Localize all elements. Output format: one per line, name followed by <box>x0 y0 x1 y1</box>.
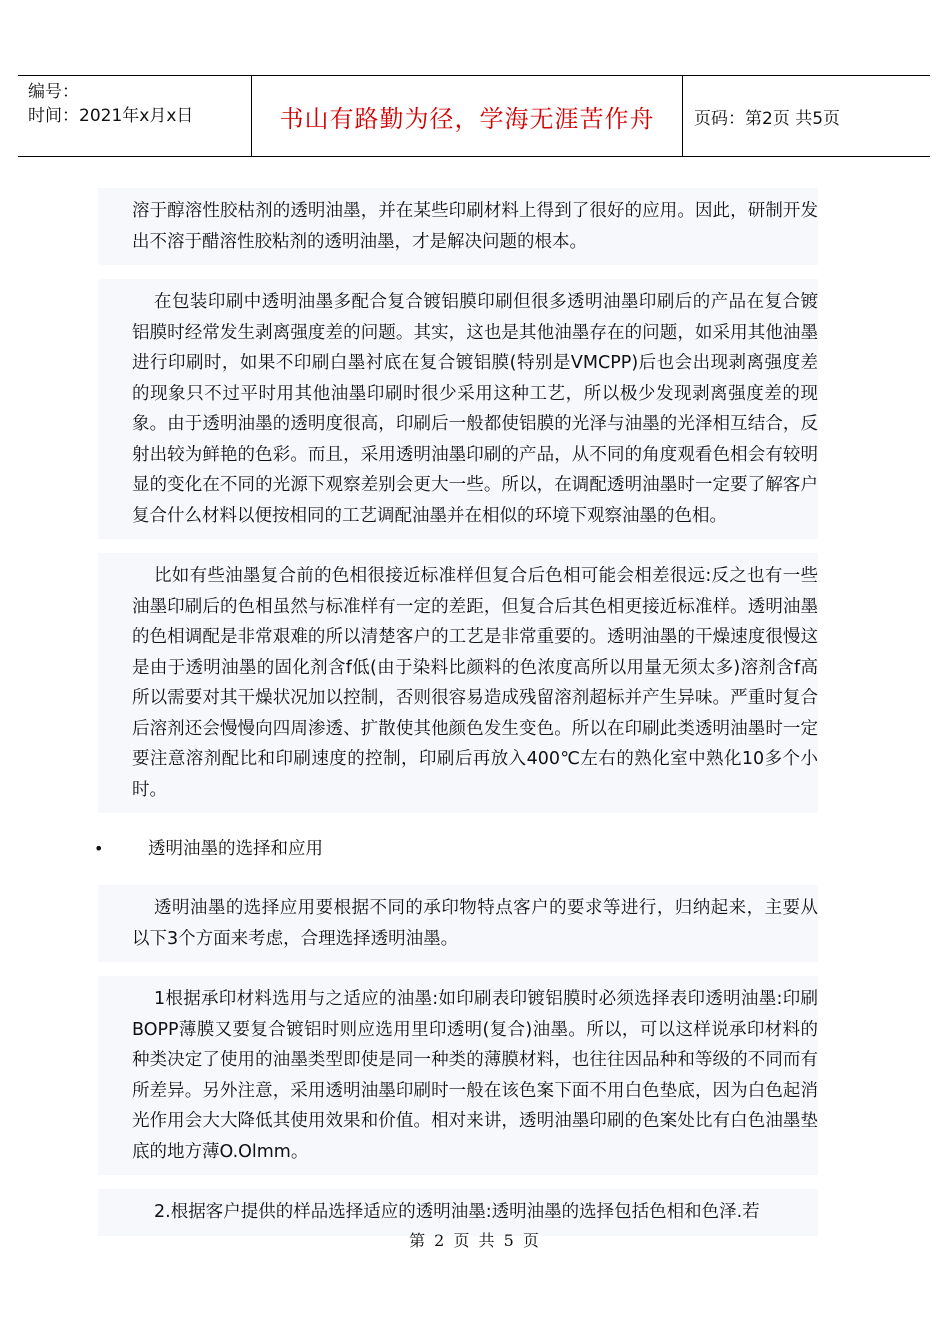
paragraph-block-2 <box>98 279 818 539</box>
page-footer: 第 2 页 共 5 页 <box>409 1231 541 1250</box>
paragraph-block-1 <box>98 188 818 265</box>
paragraph: 在包装印刷中透明油墨多配合复合镀铝膜印刷但很多透明油墨印刷后的产品在复合镀铝膜时经常发生剥离强度差的问题。其实，这也是其他油墨存在的问题，如采用其他油墨进行印刷时，如果不印刷白墨衬底在复合镀铝膜(特别是VMCPP)后也会出现剥离强度差的现象只不过平时用其他油墨印刷时很少采用这种工艺，所以极少发现剥离强度差的现象。由于透明油墨的透明度很高，印刷后一般都使铝膜的光泽与油墨的光泽相互结合，反射出较为鲜艳的色彩。而且，采用透明油墨印刷的产品，从不同的角度观看色相会有较明显的变化在不同的光源下观察差别会更大一些。所以，在调配透明油墨时一定要了解客户复合什么材料以便按相同的工艺调配油墨并在相似的环境下观察油墨的色相。 <box>132 292 818 526</box>
paragraph-block-3 <box>98 553 818 813</box>
header-meta <box>28 80 253 128</box>
document-time-label: 时间：2021年x月x日 <box>28 106 194 126</box>
paragraph: 1根据承印材料选用与之适应的油墨:如印刷表印镀铝膜时必须选择表印透明油墨:印刷BOPP薄膜又要复合镀铝时则应选用里印透明(复合)油墨。所以，可以这样说承印材料的种类决定了使用的油墨类型即使是同一种类的薄膜材料，也往往因品种和等级的不同而有所差异。另外注意，采用透明油墨印刷时一般在该色案下面不用白色垫底，因为白色起消光作用会大大降低其使用效果和价值。相对来讲，透明油墨印刷的色案处比有白色油墨垫底的地方薄O.Olmm。 <box>132 989 818 1162</box>
section-heading: 透明油墨的选择和应用 <box>148 839 323 859</box>
paragraph: 溶于醇溶性胶枯剂的透明油墨，并在某些印刷材料上得到了很好的应用。因此，研制开发出不溶于醋溶性胶粘剂的透明油墨，才是解决问题的根本。 <box>132 201 818 252</box>
section-heading-bullet <box>94 827 818 867</box>
paragraph-block-4 <box>98 885 818 962</box>
paragraph-block-5 <box>98 976 818 1175</box>
header-motto: 书山有路勤为径，学海无涯苦作舟 <box>251 76 683 156</box>
bullet-icon: • <box>94 839 104 858</box>
paragraph: 比如有些油墨复合前的色相很接近标准样但复合后色相可能会相差很远:反之也有一些油墨印刷后的色相虽然与标准样有一定的差距，但复合后其色相更接近标准样。透明油墨的色相调配是非常艰难的所以清楚客户的工艺是非常重要的。透明油墨的干燥速度很慢这是由于透明油墨的固化剂含f低(由于染料比颜料的色浓度高所以用量无须太多)溶剂含f高所以需要对其干燥状况加以控制，否则很容易造成残留溶剂超标并产生异味。严重时复合后溶剂还会慢慢向四周渗透、扩散使其他颜色发生变色。所以在印刷此类透明油墨时一定要注意溶剂配比和印刷速度的控制，印刷后再放入400℃左右的熟化室中熟化10多个小时。 <box>132 566 818 800</box>
paragraph: 透明油墨的选择应用要根据不同的承印物特点客户的要求等进行，归纳起来，主要从以下3个方面来考虑，合理选择透明油墨。 <box>132 898 818 949</box>
document-body <box>94 188 818 1250</box>
document-number-label: 编号： <box>28 82 79 102</box>
paragraph: 2.根据客户提供的样品选择适应的透明油墨:透明油墨的选择包括色相和色泽.若 <box>154 1202 760 1222</box>
header-page-label: 页码：第2页 共5页 <box>694 109 841 129</box>
page-header <box>18 75 930 157</box>
